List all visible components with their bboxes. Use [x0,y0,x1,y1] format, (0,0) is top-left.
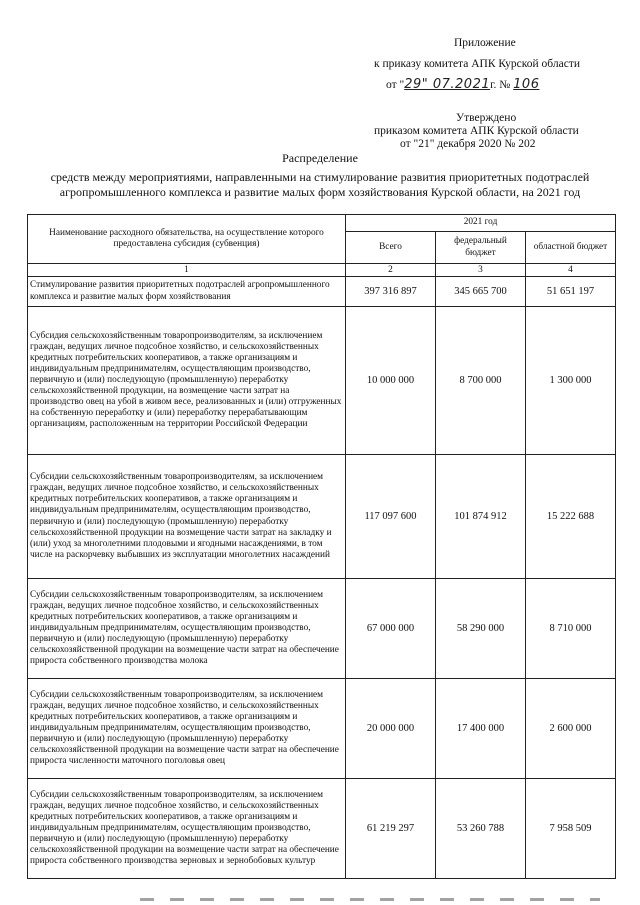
row-name: Субсидии сельскохозяйственным товаропроизводителям, за исключением граждан, ведущих личное подсобное хозяйство, и сельскохозяйственных кредитных потребительских кооперативов, а также организациям и индивидуальным предпринимателям, осуществляющим производство, первичную и (или) последующую (промышленную) переработку сельскохозяйственной продукции на возмещение части затрат на закладку и (или) уход за многолетними плодовыми и ягодными насаждениями, в том числе на раскорчевку выбывших из эксплуатации многолетних насаждений [28,455,346,579]
row-regional: 8 710 000 [526,579,616,679]
row-total: 67 000 000 [346,579,436,679]
table-row [28,579,616,679]
row-federal: 8 700 000 [436,307,526,455]
row-regional: 51 651 197 [526,277,616,307]
row-regional: 1 300 000 [526,307,616,455]
column-number: 1 [28,264,346,277]
document-title: Распределение [282,151,358,165]
table-row [28,779,616,879]
table-row [28,455,616,579]
table-row [28,679,616,779]
row-federal: 101 874 912 [436,455,526,579]
column-number: 4 [526,264,616,277]
column-number: 2 [346,264,436,277]
scan-edge-marks [140,898,600,901]
order-reference: к приказу комитета АПК Курской области [374,58,580,70]
table-row [28,307,616,455]
row-name: Стимулирование развития приоритетных подотраслей агропромышленного комплекса и развитие малых форм хозяйствования [28,277,346,307]
column-number: 3 [436,264,526,277]
handwritten-number: 106 [513,77,540,92]
row-name: Субсидия сельскохозяйственным товаропроизводителям, за исключением граждан, ведущих личное подсобное хозяйство, и сельскохозяйственных кредитных потребительских кооперативов, а также организациям и индивидуальным предпринимателям, осуществляющим производство, первичную и (или) последующую (промышленную) переработку сельскохозяйственной продукции, на возмещение части затрат на производство овец на убой в живом весе, реализованных и (или) отгруженных на собственную переработку и (или) переработку перерабатывающим организациям, расположенным на территории Российской Федерации [28,307,346,455]
row-total: 61 219 297 [346,779,436,879]
row-total: 397 316 897 [346,277,436,307]
document-subtitle: средств между мероприятиями, направленными на стимулирование развития приоритетных подотраслей агропромышленного комплекса и развитие малых форм хозяйствования Курской области, на 2021 год [50,170,590,199]
row-regional: 15 222 688 [526,455,616,579]
order-date-line [386,78,590,92]
row-federal: 53 260 788 [436,779,526,879]
header-total: Всего [346,232,436,264]
header-regional: областной бюджет [526,232,616,264]
row-total: 117 097 600 [346,455,436,579]
row-name: Субсидии сельскохозяйственным товаропроизводителям, за исключением граждан, ведущих личное подсобное хозяйство, и сельскохозяйственных кредитных потребительских кооперативов, а также организациям и индивидуальным предпринимателям, осуществляющим производство, первичную и (или) последующую (промышленную) переработку сельскохозяйственной продукции на возмещение части затрат на обеспечение прироста собственного производства молока [28,579,346,679]
handwritten-date: 29" 07.2021 [404,77,491,92]
distribution-table [27,214,616,879]
row-federal: 58 290 000 [436,579,526,679]
appendix-label: Приложение [454,37,516,49]
approved-line-1: приказом комитета АПК Курской области [374,125,579,137]
row-total: 20 000 000 [346,679,436,779]
row-total: 10 000 000 [346,307,436,455]
header-year: 2021 год [346,215,616,232]
header-name: Наименование расходного обязательства, на осуществление которого предоставлена субсидия (субвенция) [28,215,346,264]
approved-title: Утверждено [456,112,517,124]
date-prefix: от " [386,79,405,91]
row-name: Субсидии сельскохозяйственным товаропроизводителям, за исключением граждан, ведущих личное подсобное хозяйство, и сельскохозяйственных кредитных потребительских кооперативов, а также организациям и индивидуальным предпринимателям, осуществляющим производство, первичную и (или) последующую (промышленную) переработку сельскохозяйственной продукции на возмещение части затрат на обеспечение прироста численности маточного поголовья овец [28,679,346,779]
header-federal: федеральный бюджет [436,232,526,264]
column-number-row [28,264,616,277]
table-row [28,277,616,307]
approved-line-2: от "21" декабря 2020 № 202 [400,138,536,150]
row-regional: 7 958 509 [526,779,616,879]
number-label: г. № [490,79,511,91]
row-federal: 345 665 700 [436,277,526,307]
row-name: Субсидии сельскохозяйственным товаропроизводителям, за исключением граждан, ведущих личное подсобное хозяйство, и сельскохозяйственных кредитных потребительских кооперативов, а также организациям и индивидуальным предпринимателям, осуществляющим производство, первичную и (или) последующую (промышленную) переработку сельскохозяйственной продукции на возмещение части затрат на обеспечение прироста собственного производства зерновых и зернобобовых культур [28,779,346,879]
table-header-row [28,215,616,232]
row-regional: 2 600 000 [526,679,616,779]
row-federal: 17 400 000 [436,679,526,779]
